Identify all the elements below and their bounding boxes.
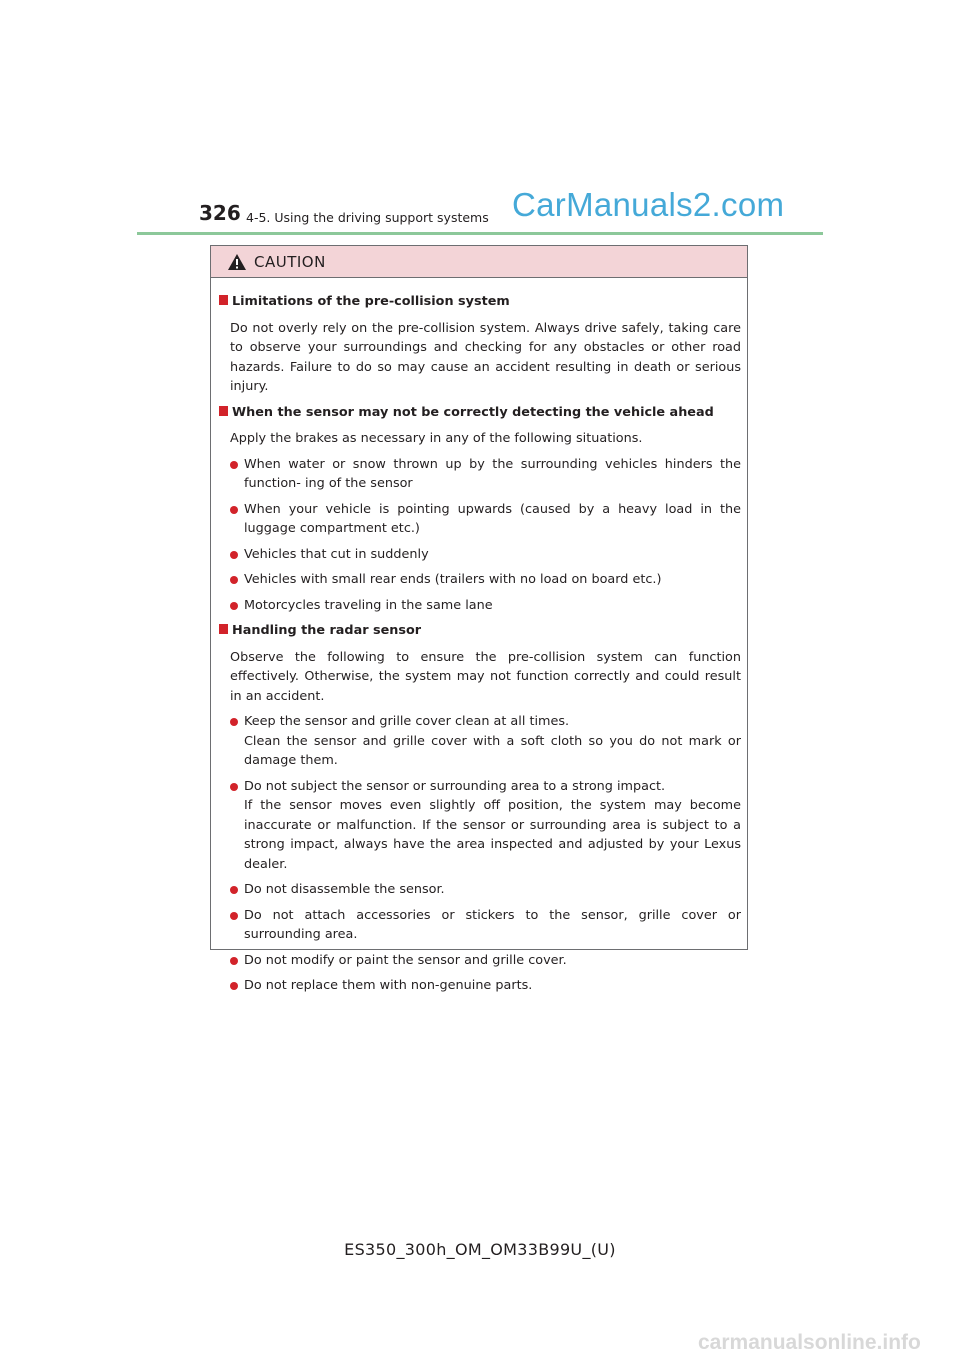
round-bullet-icon (230, 718, 238, 726)
page-number: 326 (199, 201, 241, 225)
section-paragraph: Apply the brakes as necessary in any of the following situations. (230, 431, 643, 446)
bullet-text (244, 570, 741, 590)
bullet-text (244, 500, 741, 539)
round-bullet-icon (230, 886, 238, 894)
round-bullet-icon (230, 576, 238, 584)
section-heading-text: When the sensor may not be correctly detecting the vehicle ahead (232, 404, 714, 420)
round-bullet-icon (230, 461, 238, 469)
bullet-text (244, 880, 741, 900)
bullet-line: If the sensor moves even slightly off position, the system may become inaccurate or malfunction. If the sensor or surrounding area is subject to a strong impact, always have the area inspected and adjusted by your Lexus dealer. (244, 798, 741, 872)
bullet-text (244, 777, 741, 875)
bullet-line: Keep the sensor and grille cover clean at all times. (244, 714, 570, 729)
bullet-text (244, 712, 741, 771)
bullet-line: Do not subject the sensor or surrounding area to a strong impact. (244, 778, 666, 794)
section-heading (219, 292, 741, 312)
round-bullet-icon (230, 551, 238, 559)
caution-box (210, 245, 748, 993)
header-rule (137, 232, 823, 235)
section-paragraph: Observe the following to ensure the pre-collision system can function effectively. Otherwise, the system may not function correctly and could result in an accident. (230, 649, 741, 704)
bullet-line: When your vehicle is pointing upwards (caused by a heavy load in the luggage compartment etc.) (244, 501, 741, 536)
bullet-line: Do not modify or paint the sensor and grille cover. (244, 952, 567, 968)
bullet-item (230, 455, 741, 494)
bullet-item (230, 596, 741, 616)
square-bullet-icon (219, 406, 228, 416)
bullet-text (244, 596, 741, 616)
caution-label: CAUTION (254, 252, 326, 271)
bullet-text (244, 951, 741, 971)
section-heading-text: Limitations of the pre-collision system (232, 294, 510, 309)
bullet-item (230, 570, 741, 590)
round-bullet-icon (230, 982, 238, 990)
bullet-text (244, 906, 741, 945)
bullet-item (230, 880, 741, 900)
watermark-top: CarManuals2.com (512, 186, 785, 223)
bullet-item (230, 976, 741, 996)
bullet-line: Do not attach accessories or stickers to the sensor, grille cover or surrounding area. (244, 907, 741, 942)
round-bullet-icon (230, 957, 238, 965)
bullet-text (244, 976, 741, 996)
bullet-item (230, 951, 741, 971)
square-bullet-icon (219, 624, 228, 634)
bullet-text (244, 545, 741, 565)
round-bullet-icon (230, 783, 238, 791)
round-bullet-icon (230, 912, 238, 920)
bullet-item (230, 712, 741, 771)
bullet-item (230, 906, 741, 945)
round-bullet-icon (230, 506, 238, 514)
square-bullet-icon (219, 295, 228, 305)
section-heading-text: Handling the radar sensor (232, 623, 422, 638)
bullet-item (230, 545, 741, 565)
bullet-item (230, 777, 741, 875)
bullet-item (230, 500, 741, 539)
section-heading (219, 403, 741, 423)
section-title: 4-5. Using the driving support systems (246, 210, 489, 225)
bullet-line: Do not disassemble the sensor. (244, 882, 445, 897)
caution-body (211, 278, 747, 996)
bullet-line: Motorcycles traveling in the same lane (244, 597, 493, 613)
warning-triangle-icon (227, 253, 247, 271)
watermark-bottom: carmanualsonline.info (698, 1331, 921, 1354)
bullet-line: Clean the sensor and grille cover with a soft cloth so you do not mark or damage them. (244, 733, 741, 768)
bullet-line: When water or snow thrown up by the surrounding vehicles hinders the function- ing of the sensor (244, 456, 741, 491)
bullet-line: Vehicles that cut in suddenly (244, 546, 429, 562)
document-code: ES350_300h_OM_OM33B99U_(U) (344, 1240, 616, 1259)
round-bullet-icon (230, 602, 238, 610)
bullet-text (244, 455, 741, 494)
caution-header (211, 246, 747, 278)
bullet-line: Vehicles with small rear ends (trailers with no load on board etc.) (244, 572, 662, 587)
section-heading (219, 621, 741, 641)
bullet-line: Do not replace them with non-genuine parts. (244, 978, 533, 993)
section-paragraph: Do not overly rely on the pre-collision system. Always drive safely, taking care to observe your surroundings and checking for any obstacles or other road hazards. Failure to do so may cause an accident resulting in death or serious injury. (230, 320, 741, 394)
